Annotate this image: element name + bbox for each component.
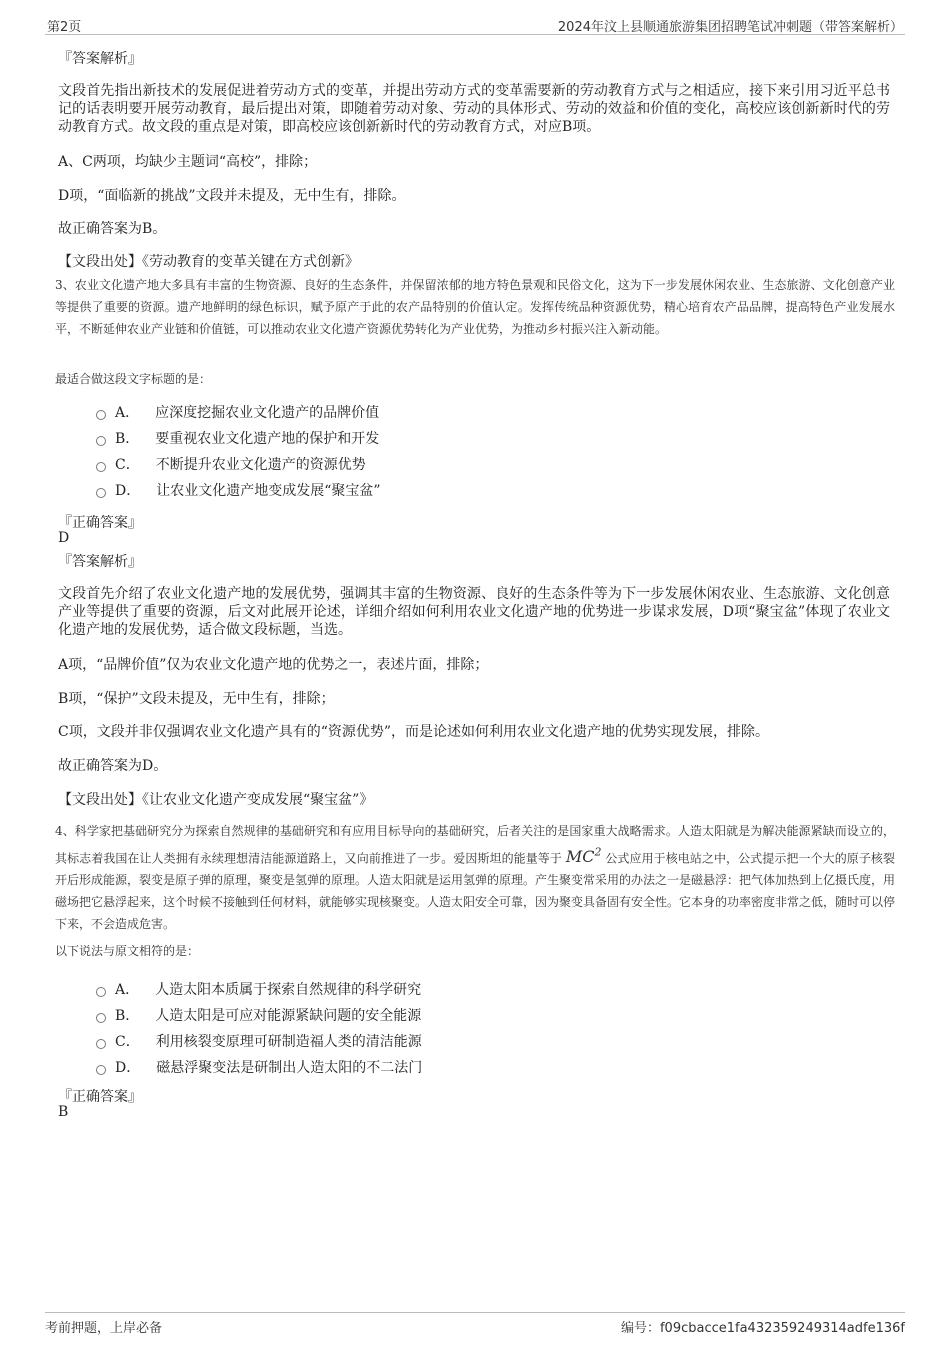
q3-note-1: A项，“品牌价值”仅为农业文化遗产地的优势之一，表述片面，排除； [58,657,489,673]
q3-prompt: 最适合做这段文字标题的是： [55,372,212,386]
q3-option-b[interactable]: B． 要重视农业文化遗产地的保护和开发 [96,428,379,448]
q4-option-c[interactable]: C． 利用核裂变原理可研制造福人类的清洁能源 [96,1031,422,1051]
q3-conclusion: 故正确答案为D。 [58,758,168,774]
q4-answer: B [58,1104,69,1120]
q3-note-2: B项，“保护”文段未提及，无中生有，排除； [58,691,335,707]
prev-analysis-heading: 『答案解析』 [58,51,142,67]
q3-option-c[interactable]: C． 不断提升农业文化遗产的资源优势 [96,454,366,474]
radio-icon[interactable] [96,436,106,446]
formula: $MC^2$ [565,846,602,867]
document-title: 2024年汶上县顺通旅游集团招聘笔试冲刺题（带答案解析） [557,20,903,35]
q4-answer-heading: 『正确答案』 [58,1089,142,1105]
q4-option-a[interactable]: A． 人造太阳本质属于探索自然规律的科学研究 [96,979,421,999]
page-footer [45,1312,905,1335]
q4-passage: 4、科学家把基础研究分为探索自然规律的基础研究和有应用目标导向的基础研究，后者关注的是国家重大战略需求。人造太阳就是为解决能源紧缺而设立的，其标志着我国在让人类拥有永续理想清洁能源道路上，又向前推进了一步。爱因斯坦的能量等于 $MC^2$ 公式应用于核电站之中，公式提示把一个大的原子核裂开后形成能源，裂变是原子弹的原理，聚变是氢弹的原理。人造太阳就是运用氢弹的原理。产生聚变常采用的办法之一是磁悬浮：把气体加热到上亿摄氏度，用磁场把它悬浮起来，这个时候不接触到任何材料，就能够实现核聚变。人造太阳安全可靠，因为聚变具备固有安全性。它本身的功率密度非常之低，随时可以停下来，不会造成危害。 [55,824,896,932]
q4-option-b[interactable]: B． 人造太阳是可应对能源紧缺问题的安全能源 [96,1005,421,1025]
prev-note-1: A、C两项，均缺少主题词“高校”，排除； [58,154,318,170]
page-header [45,14,905,35]
q3-passage: 3、农业文化遗产地大多具有丰富的生物资源、良好的生态条件，并保留浓郁的地方特色景观和民俗文化，这为下一步发展休闲农业、生态旅游、文化创意产业等提供了重要的资源。遗产地鲜明的绿色标识，赋予原产于此的农产品特别的价值认定。发挥传统品种资源优势，精心培育农产品品牌，提高特色产业发展水平，不断延伸农业产业链和价值链，可以推动农业文化遗产资源优势转化为产业优势，为推动乡村振兴注入新动能。 [55,278,895,336]
radio-icon[interactable] [96,488,106,498]
q3-source: 【文段出处】《让农业文化遗产变成发展“聚宝盆”》 [58,792,374,808]
prev-conclusion: 故正确答案为B。 [58,221,167,237]
prev-note-2: D项，“面临新的挑战”文段并未提及，无中生有，排除。 [58,188,406,204]
radio-icon[interactable] [96,987,106,997]
radio-icon[interactable] [96,1013,106,1023]
page-number: 第2页 [47,20,82,35]
q3-analysis-heading: 『答案解析』 [58,554,142,570]
q4-prompt: 以下说法与原文相符的是： [55,944,200,958]
q4-option-d[interactable]: D． 磁悬浮聚变法是研制出人造太阳的不二法门 [96,1057,422,1077]
footer-slogan: 考前押题，上岸必备 [45,1321,163,1336]
q3-note-3: C项，文段并非仅强调农业文化遗产具有的“资源优势”，而是论述如何利用农业文化遗产地的优势实现发展，排除。 [58,724,770,740]
q3-analysis-text: 文段首先介绍了农业文化遗产地的发展优势，强调其丰富的生物资源、良好的生态条件等为下一步发展休闲农业、生态旅游、文化创意产业等提供了重要的资源，后文对此展开论述，详细介绍如何利用农业文化遗产地的优势进一步谋求发展，D项“聚宝盆”体现了农业文化遗产地的发展优势，适合做文段标题，当选。 [58,586,890,638]
prev-analysis-text: 文段首先指出新技术的发展促进着劳动方式的变革，并提出劳动方式的变革需要新的劳动教育方式与之相适应，接下来引用习近平总书记的话表明要开展劳动教育，最后提出对策，即随着劳动对象、劳动的具体形式、劳动的效益和价值的变化，高校应该创新新时代的劳动教育方式。故文段的重点是对策，即高校应该创新新时代的劳动教育方式，对应B项。 [58,83,890,135]
q3-answer-heading: 『正确答案』 [58,515,142,531]
q3-answer: D [58,530,70,546]
radio-icon[interactable] [96,410,106,420]
radio-icon[interactable] [96,1039,106,1049]
document-id: 编号：f09cbacce1fa432359249314adfe136f [620,1321,905,1336]
prev-source: 【文段出处】《劳动教育的变革关键在方式创新》 [58,254,359,270]
radio-icon[interactable] [96,1065,106,1075]
q3-option-a[interactable]: A． 应深度挖掘农业文化遗产的品牌价值 [96,402,379,422]
q3-option-d[interactable]: D． 让农业文化遗产地变成发展“聚宝盆” [96,480,381,500]
radio-icon[interactable] [96,462,106,472]
